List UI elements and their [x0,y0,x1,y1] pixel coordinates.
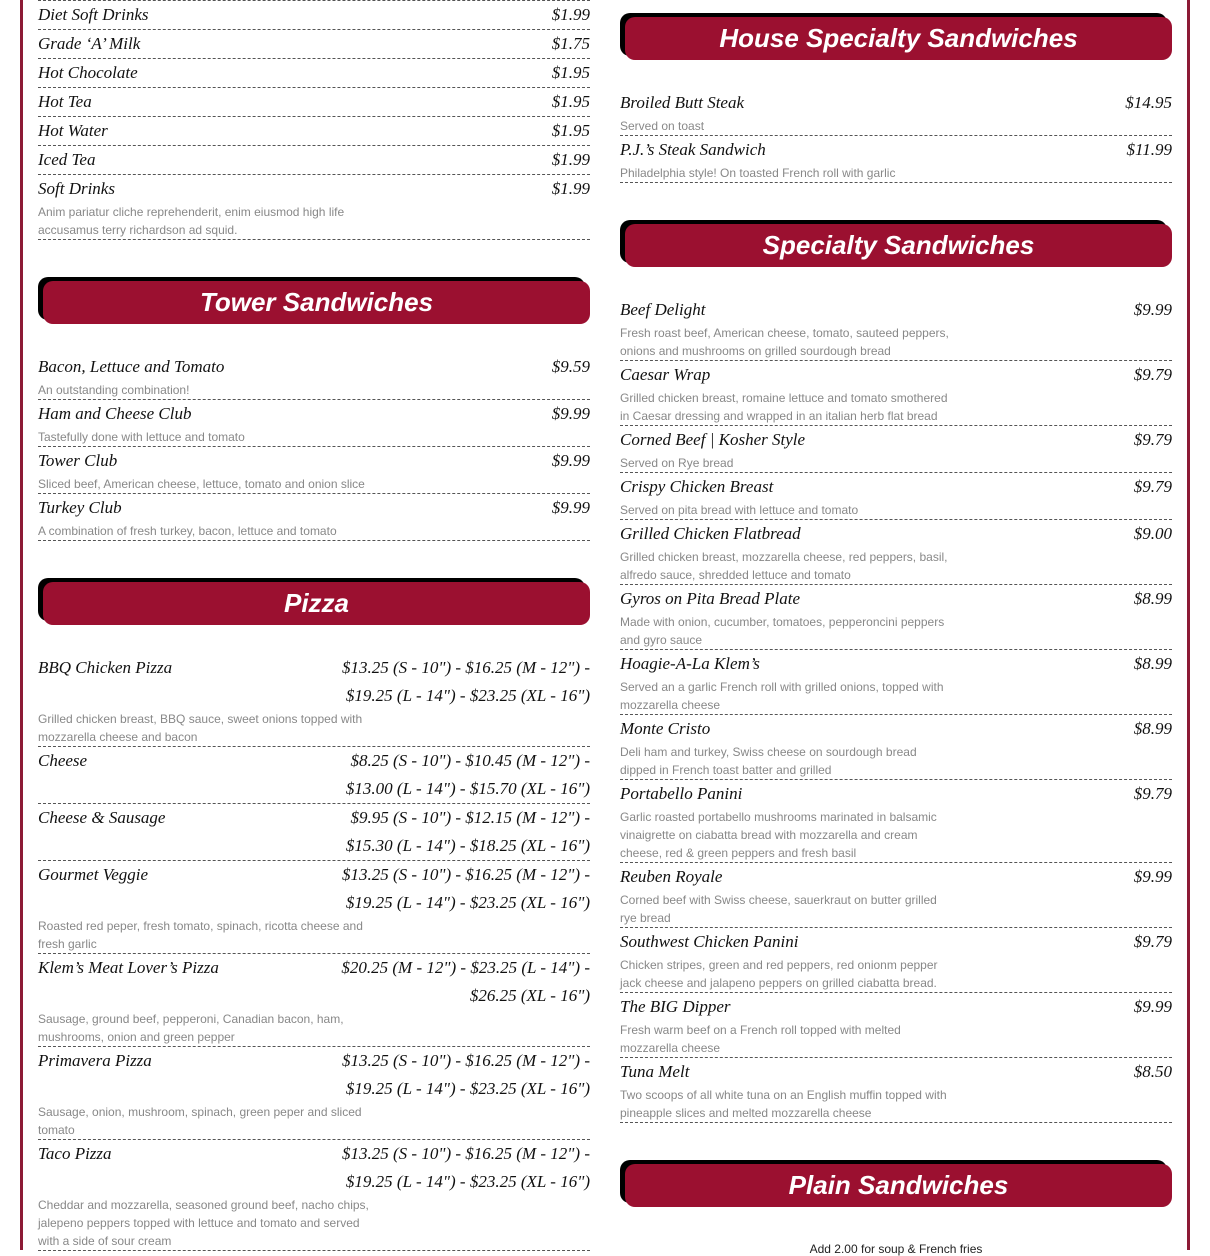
menu-item [620,361,1172,426]
item-name: Grilled Chicken Flatbread [620,524,801,543]
menu-item-row [620,928,1172,956]
item-name: Broiled Butt Steak [620,93,745,112]
item-price: $9.79 [1133,430,1172,449]
item-name: Gyros on Pita Bread Plate [620,589,801,608]
menu-item [620,715,1172,780]
item-name: Caesar Wrap [620,365,711,384]
item-price: $8.50 [1133,1062,1172,1081]
item-description: Two scoops of all white tuna on an English muffin topped with pineapple slices and melted mozzarella cheese [620,1088,947,1120]
right-menu-column [620,17,1172,1256]
item-description: Deli ham and turkey, Swiss cheese on sourdough bread dipped in French toast batter and grilled [620,745,917,777]
item-name: Beef Delight [620,300,706,319]
menu-item [620,426,1172,473]
menu-item [38,1,590,30]
item-price: $9.99 [1133,300,1172,319]
item-description: Grilled chicken breast, romaine lettuce and tomato smothered in Caesar dressing and wrapped in an italian herb flat bread [620,391,948,423]
menu-item [38,30,590,59]
menu-item [38,1047,590,1140]
menu-item-row [620,863,1172,891]
item-name: Primavera Pizza [38,1051,152,1070]
item-name: Tuna Melt [620,1062,690,1081]
menu-item [38,400,590,447]
item-name: Soft Drinks [38,179,115,198]
item-name: Monte Cristo [620,719,711,738]
item-name: Crispy Chicken Breast [620,477,774,496]
menu-item-row [38,1047,590,1103]
item-description: Served on toast [620,119,705,133]
menu-item [38,117,590,146]
section-header-tower-sandwiches: Tower Sandwiches [43,281,590,324]
item-description: Grilled chicken breast, mozzarella cheese, red peppers, basil, alfredo sauce, shredded lettuce and tomato [620,550,948,582]
menu-item-row [620,520,1172,548]
menu-item [38,175,590,240]
item-name: Diet Soft Drinks [38,5,149,24]
menu-item [620,993,1172,1058]
item-description: Corned beef with Swiss cheese, sauerkraut on butter grilled rye bread [620,893,937,925]
menu-item-row [38,494,590,522]
menu-item-row [620,361,1172,389]
item-description: Sausage, onion, mushroom, spinach, green peper and sliced tomato [38,1105,362,1137]
menu-item [620,650,1172,715]
menu-item-row [620,426,1172,454]
menu-item [38,447,590,494]
item-description: Made with onion, cucumber, tomatoes, pepperoncini peppers and gyro sauce [620,615,945,647]
item-name: Klem’s Meat Lover’s Pizza [38,958,219,977]
menu-item-row [38,654,590,710]
item-description: Cheddar and mozzarella, seasoned ground beef, nacho chips, jalepeno peppers topped with lettuce and tomato and served with a side of sour cream [38,1198,369,1248]
item-name: Corned Beef | Kosher Style [620,430,806,449]
item-name: Gourmet Veggie [38,865,149,884]
menu-item [620,520,1172,585]
item-description: Served on pita bread with lettuce and tomato [620,503,859,517]
item-price: $1.99 [551,5,590,24]
item-price: $9.99 [551,498,590,517]
menu-item [38,146,590,175]
section-header-plain-sandwiches: Plain Sandwiches [625,1164,1172,1207]
item-description: A combination of fresh turkey, bacon, lettuce and tomato [38,524,337,538]
item-price: $1.75 [551,34,590,53]
left-border [20,0,23,1250]
item-name: Hot Water [38,121,108,140]
item-price: $14.95 [1125,93,1172,112]
item-price: $20.25 (M - 12") - $23.25 (L - 14") - $26.25 (XL - 16") [341,958,590,1005]
menu-item [38,1140,590,1251]
menu-item [38,88,590,117]
menu-item-row [38,88,590,116]
item-price: $1.99 [551,179,590,198]
item-price: $9.99 [551,404,590,423]
item-name: BBQ Chicken Pizza [38,658,173,677]
menu-item-row [38,1140,590,1196]
item-price: $11.99 [1126,140,1172,159]
item-description: Tastefully done with lettuce and tomato [38,430,245,444]
item-price: $8.99 [1133,589,1172,608]
menu-item-row [620,585,1172,613]
left-menu-column [38,0,590,1251]
menu-item-row [38,175,590,203]
item-price: $1.95 [551,92,590,111]
menu-item [38,861,590,954]
menu-item-row [620,89,1172,117]
item-price: $13.25 (S - 10") - $16.25 (M - 12") - $19.25 (L - 14") - $23.25 (XL - 16") [342,1144,590,1191]
item-price: $13.25 (S - 10") - $16.25 (M - 12") - $19.25 (L - 14") - $23.25 (XL - 16") [342,865,590,912]
menu-item [38,654,590,747]
item-price: $9.95 (S - 10") - $12.15 (M - 12") - $15.30 (L - 14") - $18.25 (XL - 16") [345,808,590,855]
menu-item-row [620,296,1172,324]
menu-item [38,353,590,400]
item-price: $9.00 [1133,524,1172,543]
menu-item-row [38,146,590,174]
menu-item-row [620,136,1172,164]
menu-item [620,863,1172,928]
item-name: Tower Club [38,451,118,470]
item-price: $1.95 [551,63,590,82]
menu-item-row [38,804,590,860]
item-description: Sliced beef, American cheese, lettuce, tomato and onion slice [38,477,365,491]
menu-item-row [620,1058,1172,1086]
item-price: $9.79 [1133,932,1172,951]
item-price: $9.99 [1133,867,1172,886]
item-name: Hot Chocolate [38,63,138,82]
item-price: $1.99 [551,150,590,169]
menu-item-row [620,993,1172,1021]
menu-item [620,1058,1172,1123]
menu-item-row [620,780,1172,808]
item-name: The BIG Dipper [620,997,731,1016]
menu-item-row [38,400,590,428]
item-description: Anim pariatur cliche reprehenderit, enim eiusmod high life accusamus terry richardson ad squid. [38,205,345,237]
item-price: $13.25 (S - 10") - $16.25 (M - 12") - $19.25 (L - 14") - $23.25 (XL - 16") [342,1051,590,1098]
menu-item-row [38,747,590,803]
item-description: Fresh roast beef, American cheese, tomato, sauteed peppers, onions and mushrooms on grilled sourdough bread [620,326,949,358]
item-name: Grade ‘A’ Milk [38,34,141,53]
item-name: Southwest Chicken Panini [620,932,799,951]
item-description: Served on Rye bread [620,456,734,470]
item-price: $9.79 [1133,784,1172,803]
menu-item-row [38,59,590,87]
item-description: An outstanding combination! [38,383,190,397]
item-price: $9.79 [1133,477,1172,496]
menu-item-row [38,954,590,1010]
item-name: Portabello Panini [620,784,743,803]
item-description: Served an a garlic French roll with grilled onions, topped with mozzarella cheese [620,680,944,712]
section-header-specialty-sandwiches: Specialty Sandwiches [625,224,1172,267]
right-border [1187,0,1190,1250]
menu-item [620,136,1172,183]
item-description: Grilled chicken breast, BBQ sauce, sweet onions topped with mozzarella cheese and bacon [38,712,363,744]
item-name: Taco Pizza [38,1144,112,1163]
menu-item-row [38,861,590,917]
item-price: $9.79 [1133,365,1172,384]
menu-item [620,89,1172,136]
item-name: Hoagie-A-La Klem’s [620,654,760,673]
menu-item-row [38,30,590,58]
item-price: $13.25 (S - 10") - $16.25 (M - 12") - $19.25 (L - 14") - $23.25 (XL - 16") [342,658,590,705]
item-name: Cheese [38,751,88,770]
item-description: Garlic roasted portabello mushrooms marinated in balsamic vinaigrette on ciabatta bread with mozzarella and cream cheese, red & green peppers and fresh basil [620,810,937,860]
item-description: Sausage, ground beef, pepperoni, Canadian bacon, ham, mushrooms, onion and green pepper [38,1012,344,1044]
item-name: Bacon, Lettuce and Tomato [38,357,225,376]
menu-item [620,928,1172,993]
menu-item [38,804,590,861]
item-description: Chicken stripes, green and red peppers, red onionm pepper jack cheese and jalapeno peppers on grilled ciabatta bread. [620,958,938,990]
menu-item-row [38,353,590,381]
menu-item [620,296,1172,361]
item-description: Philadelphia style! On toasted French roll with garlic [620,166,896,180]
menu-item [38,954,590,1047]
menu-item-row [38,1,590,29]
item-price: $1.95 [551,121,590,140]
item-description: Roasted red peper, fresh tomato, spinach, ricotta cheese and fresh garlic [38,919,363,951]
menu-item [38,59,590,88]
section-note: Add 2.00 for soup & French fries [809,1242,983,1256]
item-price: $9.59 [551,357,590,376]
menu-item [620,780,1172,863]
menu-item-row [620,650,1172,678]
item-name: Hot Tea [38,92,92,111]
menu-item [38,747,590,804]
item-price: $8.99 [1133,654,1172,673]
menu-item-row [38,117,590,145]
item-name: P.J.’s Steak Sandwich [620,140,766,159]
item-price: $9.99 [551,451,590,470]
section-header-pizza: Pizza [43,582,590,625]
menu-item [620,473,1172,520]
menu-item-row [38,447,590,475]
item-name: Turkey Club [38,498,122,517]
section-header-house-specialty-sandwiches: House Specialty Sandwiches [625,17,1172,60]
item-name: Reuben Royale [620,867,723,886]
menu-item [38,494,590,541]
item-name: Iced Tea [38,150,96,169]
menu-item [620,585,1172,650]
item-price: $9.99 [1133,997,1172,1016]
item-description: Fresh warm beef on a French roll topped with melted mozzarella cheese [620,1023,901,1055]
menu-item-row [620,715,1172,743]
item-name: Ham and Cheese Club [38,404,192,423]
item-price: $8.99 [1133,719,1172,738]
menu-item-row [620,473,1172,501]
item-name: Cheese & Sausage [38,808,166,827]
item-price: $8.25 (S - 10") - $10.45 (M - 12") - $13.00 (L - 14") - $15.70 (XL - 16") [345,751,590,798]
